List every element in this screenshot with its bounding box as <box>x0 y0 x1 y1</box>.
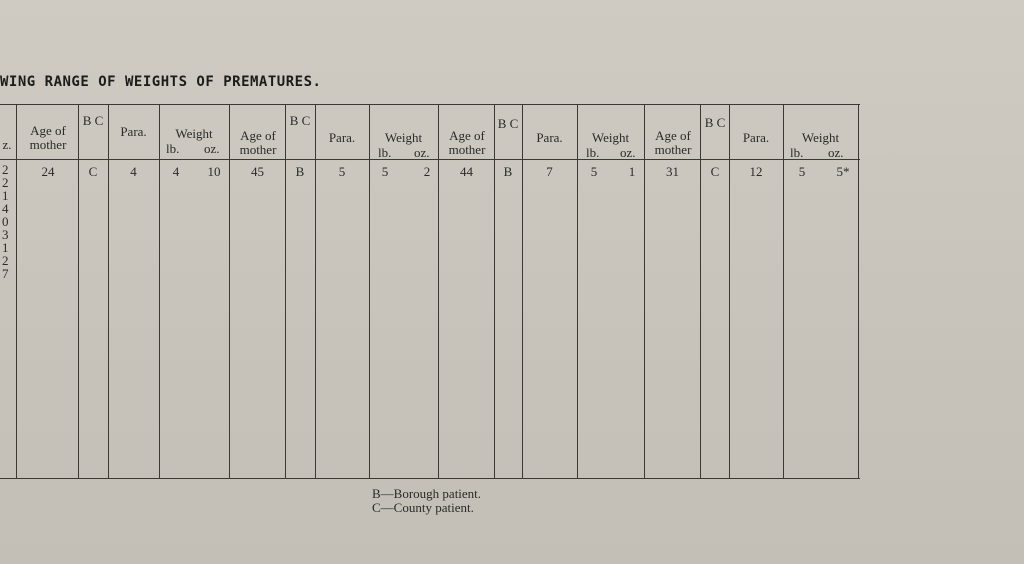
pounds-header: lb. <box>166 141 180 156</box>
borough-footnote: B—Borough patient. <box>372 486 482 501</box>
ounces-header: oz. <box>204 141 220 156</box>
column-rule <box>369 104 370 478</box>
para-header: Para. <box>120 124 147 139</box>
ounces-header: oz. <box>414 145 430 160</box>
para-value: 5 <box>338 164 346 179</box>
pounds-header: lb. <box>586 145 600 160</box>
ounces-header: oz. <box>828 145 844 160</box>
para-header: Para. <box>328 130 356 145</box>
row-number: 0 <box>2 214 9 229</box>
borough-county-header: B C <box>497 116 519 131</box>
age-of-mother-value: 31 <box>666 164 679 179</box>
weight-lb-value: 5 <box>798 164 806 179</box>
para-value: 4 <box>130 164 137 179</box>
borough-county-header: B C <box>704 115 726 130</box>
para-value: 12 <box>749 164 763 179</box>
para-header: Para. <box>742 130 770 145</box>
column-rule <box>438 104 439 478</box>
column-rule <box>494 104 495 478</box>
row-number: 7 <box>2 266 9 281</box>
column-rule <box>644 104 645 478</box>
row-number: 2 <box>2 253 9 268</box>
weight-oz-value: 5* <box>836 164 850 179</box>
age-of-mother-value: 45 <box>251 164 264 179</box>
row-number-column <box>2 163 12 280</box>
column-rule <box>16 104 17 478</box>
weight-oz-value: 2 <box>423 164 431 179</box>
column-rule <box>522 104 523 478</box>
header-bottom-rule <box>0 159 860 160</box>
row-number: 1 <box>2 240 9 255</box>
weight-lb-value: 5 <box>590 164 598 179</box>
borough-county-value: C <box>88 164 98 179</box>
age-of-mother-header: Age of mother <box>29 123 67 152</box>
row-number: 4 <box>2 201 9 216</box>
column-rule <box>783 104 784 478</box>
weight-header: Weight <box>801 130 840 145</box>
row-number: 3 <box>2 227 9 242</box>
weight-lb-value: 5 <box>381 164 389 179</box>
table-top-rule <box>0 104 860 105</box>
weight-lb-value: 4 <box>172 164 180 179</box>
column-rule <box>159 104 160 478</box>
row-number: 1 <box>2 188 9 203</box>
borough-county-value: B <box>503 164 513 179</box>
para-value: 7 <box>546 164 553 179</box>
borough-county-value: B <box>295 164 305 179</box>
weight-header: Weight <box>591 130 630 145</box>
column-rule <box>229 104 230 478</box>
para-header: Para. <box>536 130 563 145</box>
column-rule <box>577 104 578 478</box>
pounds-header: lb. <box>378 145 392 160</box>
borough-county-header: B C <box>82 113 104 128</box>
column-rule <box>858 104 859 478</box>
age-of-mother-header: Age of mother <box>239 128 277 157</box>
row-number: 2 <box>2 162 9 177</box>
column-rule <box>700 104 701 478</box>
column-rule <box>78 104 79 478</box>
ounces-header: oz. <box>620 145 636 160</box>
weight-oz-value: 10 <box>207 164 221 179</box>
weight-header: Weight <box>175 126 213 141</box>
column-rule <box>285 104 286 478</box>
county-footnote: C—County patient. <box>372 500 474 515</box>
weight-oz-value: 1 <box>628 164 636 179</box>
row-number-header: z. <box>2 137 12 152</box>
column-rule <box>315 104 316 478</box>
age-of-mother-value: 24 <box>41 164 55 179</box>
table-bottom-rule <box>0 478 860 479</box>
age-of-mother-header: Age of mother <box>654 128 692 157</box>
borough-county-header: B C <box>289 113 311 128</box>
column-rule <box>729 104 730 478</box>
column-rule <box>108 104 109 478</box>
footnote-legend <box>372 487 481 515</box>
row-number: 2 <box>2 175 9 190</box>
pounds-header: lb. <box>790 145 804 160</box>
weight-header: Weight <box>384 130 423 145</box>
page-title: WING RANGE OF WEIGHTS OF PREMATURES. <box>0 74 322 90</box>
age-of-mother-value: 44 <box>460 164 473 179</box>
age-of-mother-header: Age of mother <box>448 128 486 157</box>
borough-county-value: C <box>710 164 720 179</box>
